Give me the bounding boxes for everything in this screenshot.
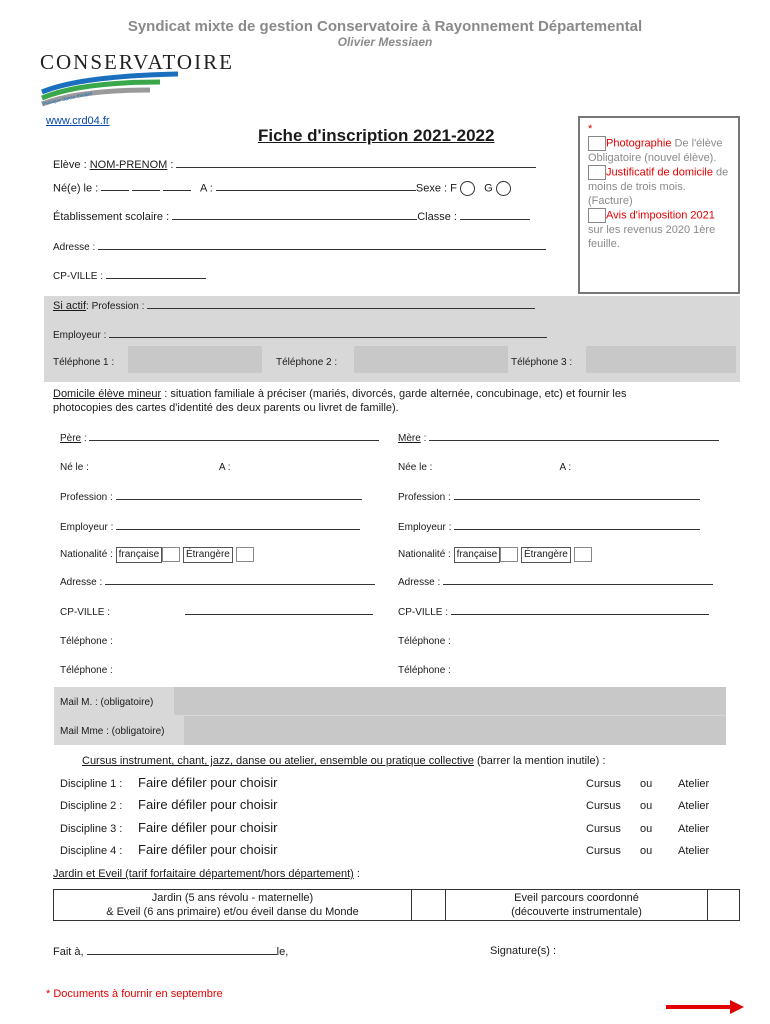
eleve-cp-field[interactable] [106, 269, 206, 279]
eleve-cp-row: CP-VILLE : [53, 269, 206, 282]
mere-cp-row: CP-VILLE : [398, 605, 719, 620]
domicile-checkbox[interactable] [588, 165, 606, 180]
pere-nationalite-row: Nationalité : française Étrangère [60, 547, 379, 563]
mere-tel1-row: Téléphone : [398, 636, 451, 648]
tel3-field[interactable] [586, 346, 736, 373]
mail-mme-field[interactable] [184, 716, 726, 745]
mere-birth-row: Née le : A : [398, 462, 572, 473]
mere-profession-row: Profession : [398, 490, 719, 505]
tel1-field[interactable] [128, 346, 262, 373]
mere-tel2-row: Téléphone : [398, 665, 451, 677]
actif-profession-row: Si actif: Profession : [53, 299, 535, 312]
mere-francaise-checkbox[interactable] [500, 547, 518, 562]
actif-employeur-row: Employeur : [53, 328, 547, 341]
discipline-row-1: Discipline 1 : Faire défiler pour choisir Cursus ou Atelier [60, 775, 710, 790]
actif-employeur-field[interactable] [109, 328, 547, 338]
jardin-table [53, 889, 740, 921]
jardin-checkbox[interactable] [412, 890, 446, 920]
logo-tagline: musique danse théâtre [41, 90, 93, 108]
mail-m-label: Mail M. : (obligatoire) [60, 697, 154, 708]
mail-m-field[interactable] [174, 687, 726, 715]
jardin-left-cell: Jardin (5 ans révolu - maternelle) & Eveil (6 ans primaire) et/ou éveil danse du Monde [54, 890, 412, 920]
mere-etrangere-checkbox[interactable] [574, 547, 592, 562]
birth-year-field[interactable] [163, 181, 191, 191]
pere-employeur-row: Employeur : [60, 520, 379, 535]
org-title: Syndicat mixte de gestion Conservatoire à Rayonnement Départemental [127, 18, 643, 35]
logo-swoosh-icon [40, 70, 180, 110]
eveil-checkbox[interactable] [708, 888, 740, 920]
logo-text: CONSERVATOIRE [40, 50, 234, 74]
fait-row: Fait à, le, [53, 946, 289, 958]
tel2-label: Téléphone 2 : [276, 357, 338, 368]
pere-address-row: Adresse : [60, 575, 379, 590]
birth-place-field[interactable] [216, 181, 416, 191]
box-item-photo: Photographie De l'élève Obligatoire (nouvel élève). [588, 137, 723, 164]
mere-name-field[interactable] [429, 431, 719, 441]
eleve-name-row: Elève : NOM-PRENOM : [53, 158, 536, 171]
form-title: Fiche d'inscription 2021-2022 [258, 126, 495, 145]
pere-name-field[interactable] [89, 431, 379, 441]
pere-address-field[interactable] [105, 575, 375, 585]
jardin-title: Jardin et Eveil (tarif forfaitaire département/hors département) : [53, 868, 360, 880]
next-page-arrow-icon[interactable] [666, 1000, 744, 1014]
discipline-2-select[interactable]: Faire défiler pour choisir [138, 797, 278, 812]
mere-employeur-row: Employeur : [398, 520, 719, 535]
box-star: * [588, 123, 593, 135]
mere-profession-field[interactable] [454, 490, 700, 500]
mere-column [398, 431, 719, 678]
discipline-4-select[interactable]: Faire défiler pour choisir [138, 842, 278, 857]
pere-profession-field[interactable] [116, 490, 362, 500]
pere-employeur-field[interactable] [116, 520, 360, 530]
sexe-g-radio[interactable] [496, 181, 511, 196]
mere-employeur-field[interactable] [454, 520, 700, 530]
mere-cp-field[interactable] [451, 605, 709, 615]
mere-address-field[interactable] [443, 575, 713, 585]
school-field[interactable] [172, 210, 417, 220]
pere-title-row: Père : [60, 431, 379, 446]
discipline-row-3: Discipline 3 : Faire défiler pour choisir Cursus ou Atelier [60, 820, 710, 835]
website-link[interactable]: www.crd04.fr [46, 115, 110, 127]
eleve-address-field[interactable] [98, 240, 546, 250]
birth-month-field[interactable] [132, 181, 160, 191]
eleve-address-row: Adresse : [53, 240, 546, 253]
actif-profession-field[interactable] [147, 299, 535, 309]
signature-label: Signature(s) : [490, 945, 557, 957]
mere-title-row: Mère : [398, 431, 719, 446]
photo-checkbox[interactable] [588, 136, 606, 151]
pere-profession-row: Profession : [60, 490, 379, 505]
box-item-avis: Avis d'imposition 2021 sur les revenus 2020 1ère feuille. [588, 209, 716, 250]
pere-tel2-row: Téléphone : [60, 665, 113, 677]
pere-column [60, 431, 379, 678]
sexe-f-radio[interactable] [460, 181, 475, 196]
school-row: Établissement scolaire : Classe : [53, 210, 530, 223]
birth-row: Né(e) le : A : Sexe : F G [53, 181, 511, 196]
tel1-label: Téléphone 1 : [53, 357, 115, 368]
pere-tel1-row: Téléphone : [60, 636, 113, 648]
mere-nationalite-row: Nationalité : française Étrangère [398, 547, 719, 563]
tel3-label: Téléphone 3 : [511, 357, 573, 368]
eveil-right-cell: Eveil parcours coordonné (découverte instrumentale) [446, 890, 708, 920]
avis-checkbox[interactable] [588, 208, 606, 223]
discipline-row-2: Discipline 2 : Faire défiler pour choisir Cursus ou Atelier [60, 797, 710, 812]
documents-box [578, 116, 740, 294]
conservatoire-logo [40, 50, 240, 112]
pere-etrangere-checkbox[interactable] [236, 547, 254, 562]
org-subtitle: Olivier Messiaen [337, 35, 433, 49]
mere-address-row: Adresse : [398, 575, 719, 590]
box-item-domicile: Justificatif de domicile de moins de trois mois. (Facture) [588, 166, 729, 207]
cursus-title: Cursus instrument, chant, jazz, danse ou atelier, ensemble ou pratique collective (barrer la mention inutile) : [82, 755, 606, 767]
pere-francaise-checkbox[interactable] [162, 547, 180, 562]
discipline-row-4: Discipline 4 : Faire défiler pour choisir Cursus ou Atelier [60, 842, 710, 857]
domicile-text: Domicile élève mineur : situation familiale à préciser (mariés, divorcés, garde alternée, concubinage, etc) et fournir les photocopies des cartes d'identité des deux parents ou livret de famille). [53, 388, 627, 414]
pere-cp-field[interactable] [185, 605, 373, 615]
discipline-3-select[interactable]: Faire défiler pour choisir [138, 820, 278, 835]
birth-day-field[interactable] [101, 181, 129, 191]
discipline-1-select[interactable]: Faire défiler pour choisir [138, 775, 278, 790]
pere-birth-row: Né le : A : [60, 462, 231, 473]
documents-note: * Documents à fournir en septembre [46, 988, 223, 1000]
class-field[interactable] [460, 210, 530, 220]
nom-prenom-field[interactable] [176, 158, 536, 168]
tel2-field[interactable] [354, 346, 508, 373]
fait-place-field[interactable] [87, 945, 277, 955]
pere-cp-row: CP-VILLE : [60, 605, 379, 620]
mail-mme-label: Mail Mme : (obligatoire) [60, 726, 165, 737]
